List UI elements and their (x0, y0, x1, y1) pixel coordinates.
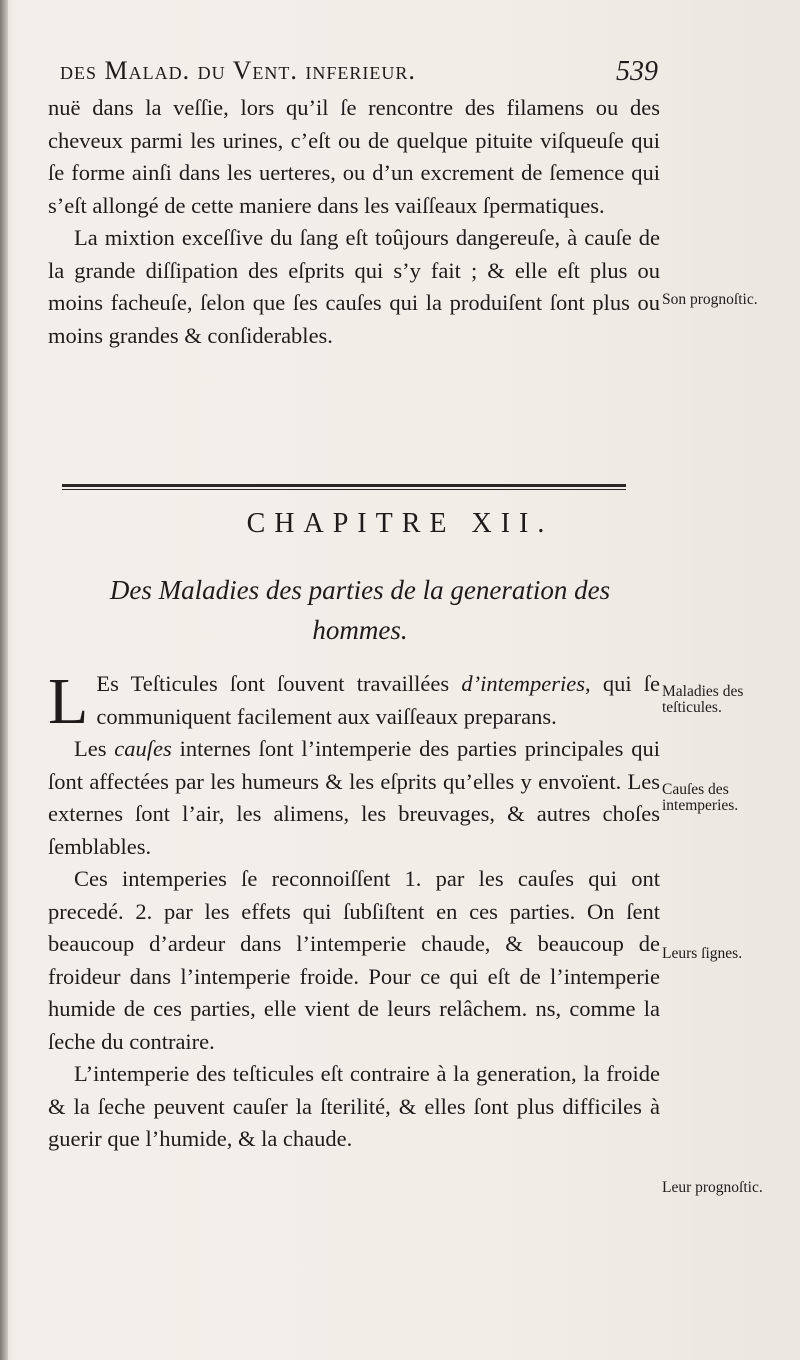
text-run: Les (74, 736, 115, 761)
chapter-rule-thin (62, 489, 626, 490)
chapter-subtitle: Des Maladies des parties de la generation des hommes. (109, 575, 611, 645)
text-run: Es Teſticules ſont ſouvent travaillées (96, 671, 462, 696)
italic-term: d’intemperies (461, 671, 586, 696)
main-text-block (48, 665, 660, 1156)
margin-note: Leurs ſignes. (662, 945, 743, 962)
paragraph: La mixtion exceſſive du ſang eſt toûjours dangereuſe, à cauſe de la grande diſſipation des eſprits qui s’y fait ; & elle eſt plus ou moins facheuſe, ſelon que ſes cauſes qui la produiſent ſont plus ou moins grandes & conſiderables. (48, 225, 660, 348)
top-text-block (48, 92, 660, 352)
running-title: des Malad. du Vent. inferieur. (60, 56, 416, 85)
paragraph: L’intemperie des teſticules eſt contraire à la generation, la froide & la ſeche peuvent cauſer la ſterilité, & elles ſont plus difficiles à guerir que l’humide, & la chaude. (48, 1061, 660, 1151)
italic-term: cauſes (114, 736, 172, 761)
margin-note: Cauſes des intemperies. (662, 781, 739, 814)
paragraph: nuë dans la veſſie, lors qu’il ſe rencontre des filamens ou des cheveux parmi les urines, c’eſt ou de quelque pituite viſqueuſe qui ſe forme ainſi dans les uerteres, ou d’un excrement de ſemence qui s’eſt allongé de cette maniere dans les vaiſſeaux ſpermatiques. (48, 95, 660, 218)
chapter-heading: CHAPITRE XII. (246, 508, 554, 539)
margin-note: Maladies des teſticules. (662, 683, 744, 716)
page-number: 539 (616, 56, 658, 87)
drop-cap: L (48, 665, 89, 738)
paragraph (48, 665, 660, 738)
page-gutter (0, 0, 8, 1360)
text-run: , qui ſe communiquent facilement aux vaiſſeaux preparans. (96, 671, 660, 729)
margin-note: Leur prognoſtic. (662, 1179, 763, 1196)
chapter-rule (62, 484, 626, 487)
paragraph: Ces intemperies ſe reconnoiſſent 1. par les cauſes qui ont precedé. 2. par les effets qui ſubſiſtent en ces parties. On ſent beaucoup d’ardeur dans l’intemperie chaude, & beaucoup de froideur dans l’intemperie froide. Pour ce qui eſt de l’intemperie humide de ces parties, elle vient de leurs relâchem. ns, comme la ſeche du contraire. (48, 866, 660, 1054)
paragraph (48, 733, 660, 863)
margin-note: Son prognoſtic. (662, 291, 758, 308)
running-header (60, 56, 660, 92)
text-run: internes ſont l’intemperie des parties principales qui ſont affectées par les humeurs & les eſprits qu’elles y envoïent. Les externes ſont l’air, les alimens, les breuvages, & autres choſes ſemblables. (48, 736, 660, 859)
